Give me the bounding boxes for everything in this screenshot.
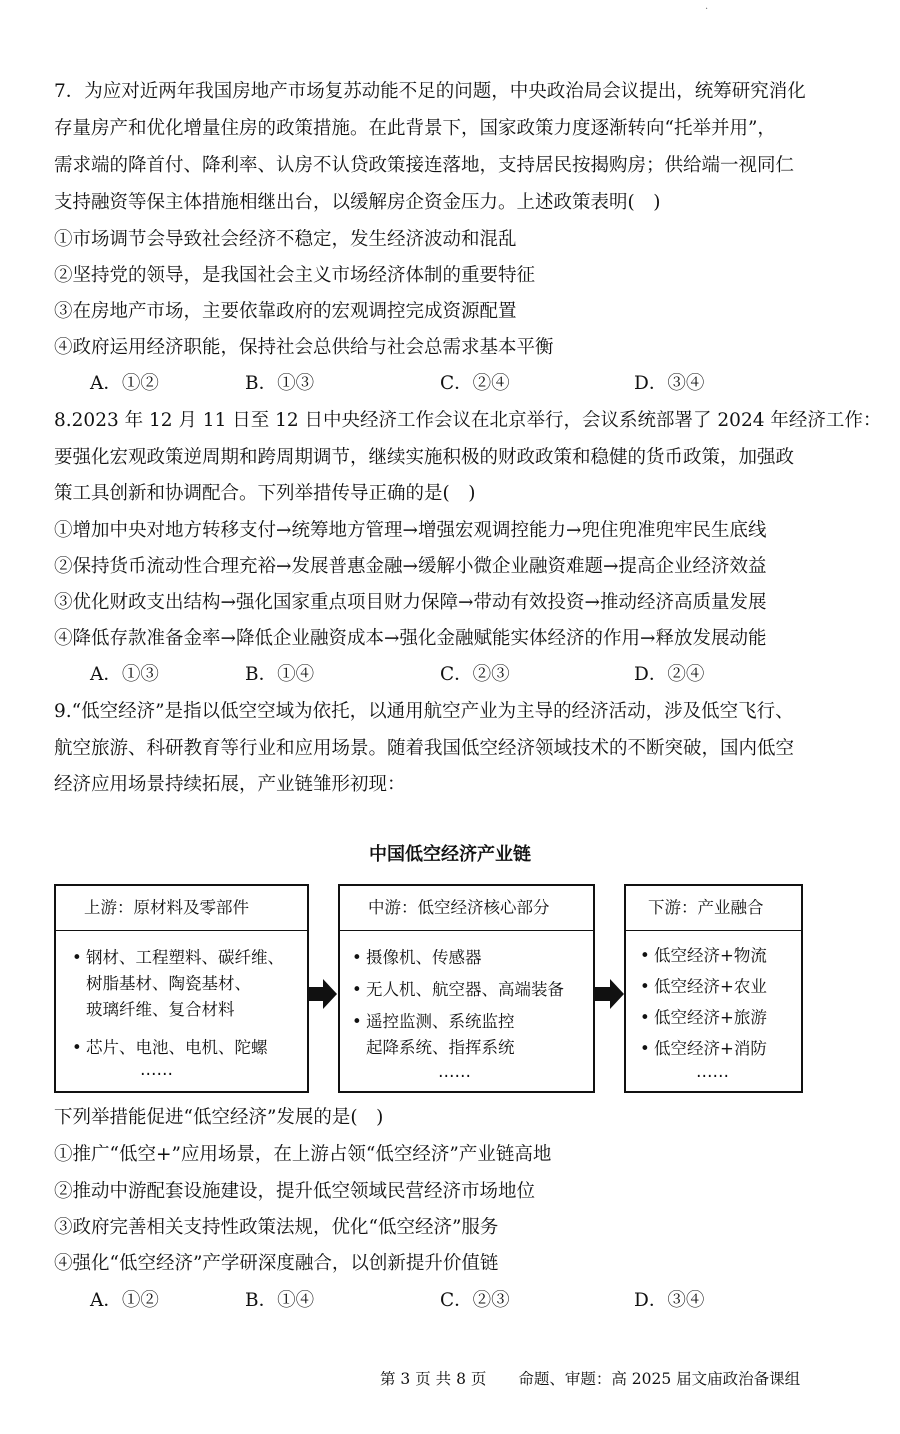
q9-line-3: 经济应用场景持续拓展，产业链雏形初现： xyxy=(54,774,406,795)
upstream-box xyxy=(54,884,309,1093)
bullet: • xyxy=(640,1008,650,1027)
q9-option-a[interactable]: A．①② xyxy=(90,1290,159,1311)
bullet: • xyxy=(72,948,82,967)
q8-options xyxy=(54,663,854,687)
q7-option-c[interactable]: C．②④ xyxy=(440,373,510,394)
q8-line-3: 策工具创新和协调配合。下列举措传导正确的是( ) xyxy=(54,483,476,504)
q7-statement-2: ②坚持党的领导，是我国社会主义市场经济体制的重要特征 xyxy=(54,265,536,286)
q9-option-c[interactable]: C．②③ xyxy=(440,1290,510,1311)
q8-option-a[interactable]: A．①③ xyxy=(90,664,159,685)
midstream-item-ellipsis: …… xyxy=(438,1062,471,1081)
arrow-right-icon xyxy=(594,979,624,1009)
downstream-item-1: • 低空经济+物流 xyxy=(640,944,767,968)
downstream-item-4: • 低空经济+消防 xyxy=(640,1037,767,1061)
bullet: • xyxy=(640,977,650,996)
page-number: 第 3 页 共 8 页 xyxy=(380,1370,487,1388)
upstream-item-4: • 芯片、电池、电机、陀螺 xyxy=(72,1036,268,1060)
downstream-header: 下游：产业融合 xyxy=(626,886,801,931)
q7-line-2: 存量房产和优化增量住房的政策措施。在此背景下，国家政策力度逐渐转向“托举并用”， xyxy=(54,118,776,139)
bullet: • xyxy=(352,1012,362,1031)
q9-statement-4: ④强化“低空经济”产学研深度融合，以创新提升价值链 xyxy=(54,1253,499,1274)
upstream-item-ellipsis: …… xyxy=(140,1060,173,1079)
q7-line-1: 7．为应对近两年我国房地产市场复苏动能不足的问题，中央政治局会议提出，统筹研究消化 xyxy=(54,81,806,102)
q9-statement-2: ②推动中游配套设施建设，提升低空领域民营经济市场地位 xyxy=(54,1181,536,1202)
q9-options xyxy=(54,1289,854,1313)
q8-statement-1: ①增加中央对地方转移支付→统筹地方管理→增强宏观调控能力→兜住兜准兜牢民生底线 xyxy=(54,520,767,541)
q8-option-c[interactable]: C．②③ xyxy=(440,664,510,685)
downstream-item-ellipsis: …… xyxy=(696,1062,729,1081)
scan-mark: · xyxy=(705,4,709,15)
q8-statement-2: ②保持货币流动性合理充裕→发展普惠金融→缓解小微企业融资难题→提高企业经济效益 xyxy=(54,556,767,577)
bullet: • xyxy=(352,948,362,967)
midstream-item-1: • 摄像机、传感器 xyxy=(352,946,482,970)
q8-option-d[interactable]: D．②④ xyxy=(634,664,705,685)
q8-statement-3: ③优化财政支出结构→强化国家重点项目财力保障→带动有效投资→推动经济高质量发展 xyxy=(54,592,767,613)
upstream-item-2: 树脂基材、陶瓷基材、 xyxy=(86,974,251,993)
q7-option-b[interactable]: B．①③ xyxy=(245,373,315,394)
footer-credit: 命题、审题：高 2025 届文庙政治备课组 xyxy=(518,1370,801,1388)
bullet: • xyxy=(640,946,650,965)
q9-line-2: 航空旅游、科研教育等行业和应用场景。随着我国低空经济领域技术的不断突破，国内低空 xyxy=(54,738,795,759)
q7-options xyxy=(54,372,854,396)
q8-option-b[interactable]: B．①④ xyxy=(245,664,315,685)
bullet: • xyxy=(352,980,362,999)
bullet: • xyxy=(640,1039,650,1058)
q7-line-3: 需求端的降首付、降利率、认房不认贷政策接连落地，支持居民按揭购房；供给端一视同仁 xyxy=(54,155,795,176)
q7-option-d[interactable]: D．③④ xyxy=(634,373,705,394)
downstream-item-3: • 低空经济+旅游 xyxy=(640,1006,767,1030)
q8-line-2: 要强化宏观政策逆周期和跨周期调节，继续实施积极的财政政策和稳健的货币政策，加强政 xyxy=(54,447,795,468)
diagram-title: 中国低空经济产业链 xyxy=(369,844,531,865)
upstream-item-3: 玻璃纤维、复合材料 xyxy=(86,1000,235,1019)
q7-statement-1: ①市场调节会导致社会经济不稳定，发生经济波动和混乱 xyxy=(54,229,517,250)
bullet: • xyxy=(72,1038,82,1057)
midstream-item-4: 起降系统、指挥系统 xyxy=(366,1038,515,1057)
q9-statement-1: ①推广“低空+”应用场景，在上游占领“低空经济”产业链高地 xyxy=(54,1144,552,1165)
midstream-item-3: • 遥控监测、系统监控 xyxy=(352,1010,515,1034)
q7-line-4: 支持融资等保主体措施相继出台，以缓解房企资金压力。上述政策表明( ) xyxy=(54,192,661,213)
upstream-item-1: • 钢材、工程塑料、碳纤维、 xyxy=(72,946,284,970)
q7-statement-4: ④政府运用经济职能，保持社会总供给与社会总需求基本平衡 xyxy=(54,337,554,358)
page-footer xyxy=(380,1368,800,1390)
q9-stem: 下列举措能促进“低空经济”发展的是( ) xyxy=(54,1107,384,1128)
q9-option-b[interactable]: B．①④ xyxy=(245,1290,315,1311)
upstream-header: 上游：原材料及零部件 xyxy=(56,886,307,931)
q7-option-a[interactable]: A．①② xyxy=(90,373,159,394)
q8-line-1: 8.2023 年 12 月 11 日至 12 日中央经济工作会议在北京举行，会议系统部署了 2024 年经济工作： xyxy=(54,410,882,431)
arrow-right-icon xyxy=(307,979,337,1009)
downstream-item-2: • 低空经济+农业 xyxy=(640,975,767,999)
midstream-box xyxy=(338,884,595,1093)
midstream-item-2: • 无人机、航空器、高端装备 xyxy=(352,978,564,1002)
q8-statement-4: ④降低存款准备金率→降低企业融资成本→强化金融赋能实体经济的作用→释放发展动能 xyxy=(54,628,767,649)
q9-option-d[interactable]: D．③④ xyxy=(634,1290,705,1311)
q7-statement-3: ③在房地产市场，主要依靠政府的宏观调控完成资源配置 xyxy=(54,301,517,322)
midstream-header: 中游：低空经济核心部分 xyxy=(340,886,593,931)
q9-statement-3: ③政府完善相关支持性政策法规，优化“低空经济”服务 xyxy=(54,1217,499,1238)
q9-line-1: 9.“低空经济”是指以低空空域为依托，以通用航空产业为主导的经济活动，涉及低空飞行、 xyxy=(54,701,794,722)
downstream-box xyxy=(624,884,803,1093)
